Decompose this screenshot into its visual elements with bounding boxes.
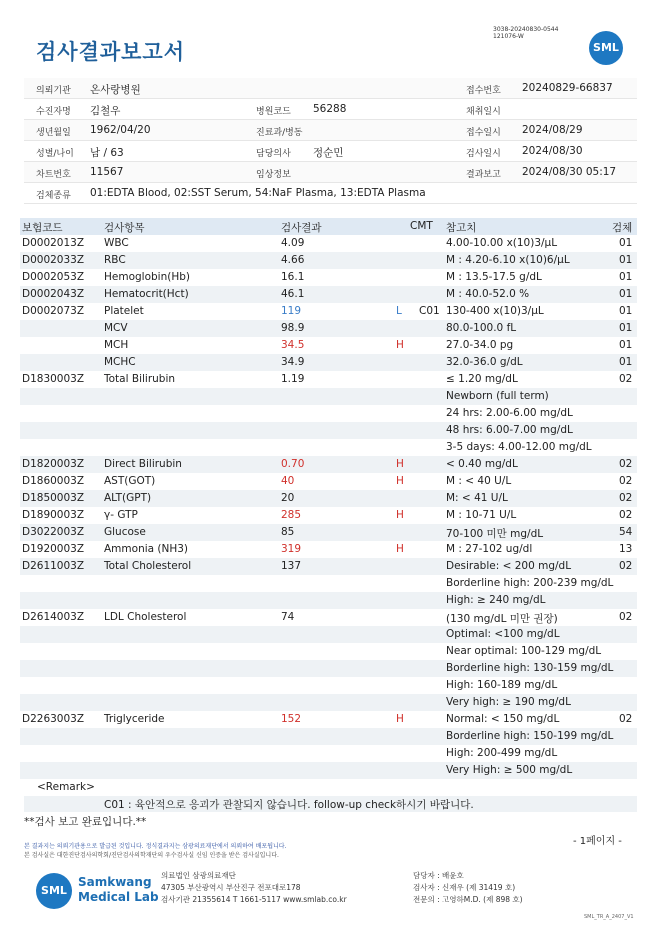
cell-spec: 13	[619, 543, 633, 555]
info-label: 수진자명	[36, 107, 71, 117]
cell-ref: ≤ 1.20 mg/dL	[446, 373, 518, 385]
table-row	[20, 677, 637, 694]
cell-name: γ- GTP	[104, 509, 138, 521]
cell-ref: 24 hrs: 2.00-6.00 mg/dL	[446, 407, 573, 419]
cell-code: D0002013Z	[22, 237, 85, 249]
cell-ref: 32.0-36.0 g/dL	[446, 356, 523, 368]
info-row	[24, 99, 637, 120]
table-row	[20, 558, 637, 575]
cell-ref: Borderline high: 200-239 mg/dL	[446, 577, 614, 589]
cell-name: Direct Bilirubin	[104, 458, 182, 470]
staff-specialist: 전문의 : 고영하M.D. (제 898 호)	[413, 895, 523, 904]
cell-code: D1820003Z	[22, 458, 85, 470]
table-row	[20, 507, 637, 524]
table-row	[20, 541, 637, 558]
footer-logo-text	[78, 875, 159, 905]
table-row	[20, 320, 637, 337]
info-row	[24, 120, 637, 141]
cell-ref: 3-5 days: 4.00-12.00 mg/dL	[446, 441, 592, 453]
cell-ref: 4.00-10.00 x(10)3/µL	[446, 237, 558, 249]
table-row	[20, 252, 637, 269]
cell-ref: 130-400 x(10)3/µL	[446, 305, 544, 317]
document-code-2: 121076-W	[493, 33, 524, 40]
info-label: 진료과/병동	[256, 128, 303, 138]
cell-ref: M : < 40 U/L	[446, 475, 512, 487]
cell-ref: (130 mg/dL 미만 권장)	[446, 613, 558, 625]
cell-flag: H	[396, 543, 404, 555]
cell-value: 152	[281, 713, 302, 725]
cell-ref: Desirable: < 200 mg/dL	[446, 560, 572, 572]
info-value: 20240829-66837	[522, 82, 613, 94]
cell-flag: H	[396, 475, 404, 487]
table-row	[20, 388, 637, 405]
cell-flag: H	[396, 458, 404, 470]
cell-name: WBC	[104, 237, 129, 249]
cell-name: Total Cholesterol	[104, 560, 192, 572]
table-row	[20, 371, 637, 388]
cell-spec: 01	[619, 305, 633, 317]
table-header	[20, 218, 637, 235]
info-label: 차트번호	[36, 170, 71, 180]
cell-code: D1830003Z	[22, 373, 85, 385]
cell-name: MCHC	[104, 356, 136, 368]
cell-name: ALT(GPT)	[104, 492, 152, 504]
cell-spec: 02	[619, 509, 633, 521]
footer-staff	[413, 870, 523, 906]
info-value: 정순민	[313, 147, 344, 159]
table-row	[20, 354, 637, 371]
cell-flag: H	[396, 339, 404, 351]
cell-value: 85	[281, 526, 295, 538]
table-row	[20, 728, 637, 745]
info-value: 2024/08/30	[522, 145, 583, 157]
table-row	[20, 609, 637, 626]
cell-ref: High: 160-189 mg/dL	[446, 679, 558, 691]
staff-manager: 담당자 : 배윤호	[413, 871, 464, 880]
cell-code: D0002043Z	[22, 288, 85, 300]
table-row	[20, 269, 637, 286]
cell-code: D0002073Z	[22, 305, 85, 317]
cell-spec: 02	[619, 560, 633, 572]
results-table	[20, 218, 637, 779]
sml-logo: SML	[589, 31, 623, 65]
cell-value: 319	[281, 543, 302, 555]
footnotes	[24, 842, 287, 860]
cell-name: RBC	[104, 254, 126, 266]
cell-value: 4.66	[281, 254, 305, 266]
table-row	[20, 575, 637, 592]
cell-value: 16.1	[281, 271, 305, 283]
cell-ref: M : 10-71 U/L	[446, 509, 517, 521]
remark-title: <Remark>	[37, 781, 95, 793]
footer-address	[161, 870, 347, 906]
header-name: 검사항목	[104, 222, 145, 234]
cell-ref: 27.0-34.0 pg	[446, 339, 514, 351]
info-value: 56288	[313, 103, 347, 115]
info-row	[24, 183, 637, 204]
table-row	[20, 592, 637, 609]
table-row	[20, 303, 637, 320]
cell-name: Glucose	[104, 526, 146, 538]
table-row	[20, 456, 637, 473]
header-ref: 참고치	[446, 222, 477, 234]
report-title: 검사결과보고서	[36, 40, 186, 64]
cell-code: D1920003Z	[22, 543, 85, 555]
info-value: 김철우	[90, 105, 121, 117]
info-value: 1962/04/20	[90, 124, 151, 136]
footnote-2: 본 검사실은 대한진단검사의학회/진단검사의학재단의 우수검사실 신임 인증을 받은 검사실입니다.	[24, 852, 279, 859]
cell-cmt: C01	[419, 305, 440, 317]
remark-text: C01 : 육안적으로 응괴가 관찰되지 않습니다. follow-up check하시기 바랍니다.	[104, 799, 474, 811]
info-value: 01:EDTA Blood, 02:SST Serum, 54:NaF Plasma, 13:EDTA Plasma	[90, 187, 426, 199]
cell-value: 0.70	[281, 458, 305, 470]
cell-name: Platelet	[104, 305, 144, 317]
footer-street: 47305 부산광역시 부산진구 전포대로178	[161, 883, 301, 892]
footer-logo-line2: Medical Lab	[78, 890, 159, 904]
info-label: 성별/나이	[36, 149, 74, 159]
cell-name: Hemoglobin(Hb)	[104, 271, 191, 283]
info-row	[24, 78, 637, 99]
footer-contact: 검사기관 21355614 T 1661-5117 www.smlab.co.kr	[161, 895, 347, 904]
cell-name: Ammonia (NH3)	[104, 543, 189, 555]
cell-ref: High: 200-499 mg/dL	[446, 747, 558, 759]
table-row	[20, 762, 637, 779]
table-row	[20, 337, 637, 354]
patient-info-block	[24, 78, 637, 204]
cell-value: 285	[281, 509, 302, 521]
cell-name: Hematocrit(Hct)	[104, 288, 189, 300]
cell-ref: Very High: ≥ 500 mg/dL	[446, 764, 573, 776]
table-row	[20, 660, 637, 677]
cell-value: 34.5	[281, 339, 305, 351]
cell-spec: 01	[619, 339, 633, 351]
info-value: 온사랑병원	[90, 84, 141, 96]
info-label: 검체종류	[36, 191, 71, 201]
cell-code: D1850003Z	[22, 492, 85, 504]
cell-spec: 02	[619, 458, 633, 470]
cell-code: D1890003Z	[22, 509, 85, 521]
cell-ref: Very high: ≥ 190 mg/dL	[446, 696, 571, 708]
cell-ref: Normal: < 150 mg/dL	[446, 713, 560, 725]
cell-value: 46.1	[281, 288, 305, 300]
info-value: 2024/08/30 05:17	[522, 166, 617, 178]
footer-logo-line1: Samkwang	[78, 875, 152, 889]
info-label: 검사일시	[466, 149, 501, 159]
document-code	[493, 26, 558, 40]
cell-name: MCV	[104, 322, 128, 334]
staff-tester: 검사자 : 신재우 (제 31419 호)	[413, 883, 516, 892]
table-row	[20, 745, 637, 762]
cell-value: 98.9	[281, 322, 305, 334]
cell-name: MCH	[104, 339, 129, 351]
cell-spec: 02	[619, 611, 633, 623]
cell-ref: M : 27-102 ug/dl	[446, 543, 533, 555]
table-row	[20, 694, 637, 711]
cell-ref: Borderline high: 150-199 mg/dL	[446, 730, 614, 742]
cell-ref: Borderline high: 130-159 mg/dL	[446, 662, 614, 674]
cell-value: 74	[281, 611, 295, 623]
cell-spec: 01	[619, 254, 633, 266]
cell-ref: M: < 41 U/L	[446, 492, 508, 504]
cell-ref: < 0.40 mg/dL	[446, 458, 518, 470]
info-value: 2024/08/29	[522, 124, 583, 136]
header-value: 검사결과	[281, 222, 322, 234]
info-label: 임상정보	[256, 170, 291, 180]
header-code: 보험코드	[22, 222, 63, 234]
document-code-1: 3038-20240830-0544	[493, 26, 559, 33]
cell-code: D0002053Z	[22, 271, 85, 283]
cell-flag: H	[396, 713, 404, 725]
table-row	[20, 711, 637, 728]
cell-code: D3022003Z	[22, 526, 85, 538]
cell-code: D2614003Z	[22, 611, 85, 623]
cell-ref: 70-100 미만 mg/dL	[446, 528, 544, 540]
table-row	[20, 286, 637, 303]
cell-ref: Optimal: <100 mg/dL	[446, 628, 560, 640]
cell-name: AST(GOT)	[104, 475, 156, 487]
cell-spec: 02	[619, 713, 633, 725]
cell-spec: 01	[619, 271, 633, 283]
table-row	[20, 473, 637, 490]
cell-spec: 54	[619, 526, 633, 538]
cell-ref: 80.0-100.0 fL	[446, 322, 517, 334]
table-row	[20, 422, 637, 439]
table-row	[20, 643, 637, 660]
cell-code: D1860003Z	[22, 475, 85, 487]
table-row	[20, 405, 637, 422]
cell-ref: Near optimal: 100-129 mg/dL	[446, 645, 602, 657]
cell-code: D2263003Z	[22, 713, 85, 725]
cell-spec: 01	[619, 356, 633, 368]
cell-spec: 01	[619, 322, 633, 334]
info-label: 생년월일	[36, 128, 71, 138]
info-label: 접수번호	[466, 86, 501, 96]
cell-ref: 48 hrs: 6.00-7.00 mg/dL	[446, 424, 573, 436]
info-row	[24, 141, 637, 162]
table-row	[20, 439, 637, 456]
info-label: 결과보고	[466, 170, 501, 180]
cell-value: 1.19	[281, 373, 305, 385]
cell-spec: 01	[619, 288, 633, 300]
cell-ref: M : 13.5-17.5 g/dL	[446, 271, 542, 283]
cell-value: 137	[281, 560, 302, 572]
table-row	[20, 626, 637, 643]
footer-logo-mark: SML	[36, 873, 72, 909]
page-number: - 1페이지 -	[573, 836, 622, 847]
cell-name: Triglyceride	[104, 713, 165, 725]
cell-value: 4.09	[281, 237, 305, 249]
info-row	[24, 162, 637, 183]
cell-code: D0002033Z	[22, 254, 85, 266]
cell-name: Total Bilirubin	[104, 373, 176, 385]
footnote-1: 본 결과지는 의뢰기관용으로 발급된 것입니다. 정식결과지는 삼광의료재단에서 의뢰하여 배포됩니다.	[24, 843, 287, 850]
info-label: 담당의사	[256, 149, 291, 159]
cell-value: 20	[281, 492, 295, 504]
info-label: 채취일시	[466, 107, 501, 117]
cell-ref: Newborn (full term)	[446, 390, 549, 402]
cell-flag: L	[396, 305, 402, 317]
cell-ref: High: ≥ 240 mg/dL	[446, 594, 546, 606]
info-label: 병원코드	[256, 107, 291, 117]
cell-name: LDL Cholesterol	[104, 611, 187, 623]
cell-spec: 02	[619, 492, 633, 504]
cell-spec: 01	[619, 237, 633, 249]
cell-spec: 02	[619, 373, 633, 385]
footer-org: 의료법인 삼광의료재단	[161, 871, 236, 880]
cell-ref: M : 4.20-6.10 x(10)6/µL	[446, 254, 570, 266]
cell-code: D2611003Z	[22, 560, 85, 572]
info-value: 11567	[90, 166, 124, 178]
info-value: 남 / 63	[90, 147, 124, 159]
report-complete-text: **검사 보고 완료입니다.**	[24, 816, 147, 828]
cell-value: 40	[281, 475, 295, 487]
table-row	[20, 490, 637, 507]
table-row	[20, 235, 637, 252]
cell-ref: M : 40.0-52.0 %	[446, 288, 530, 300]
header-cmt: CMT	[410, 220, 433, 232]
cell-spec: 02	[619, 475, 633, 487]
remark-line	[24, 796, 637, 812]
cell-value: 119	[281, 305, 302, 317]
form-code: SML_TR_A_2407_V1	[584, 914, 634, 920]
info-label: 접수일시	[466, 128, 501, 138]
cell-value: 34.9	[281, 356, 305, 368]
table-row	[20, 524, 637, 541]
cell-flag: H	[396, 509, 404, 521]
info-label: 의뢰기관	[36, 86, 71, 96]
header-spec: 검체	[612, 222, 633, 234]
